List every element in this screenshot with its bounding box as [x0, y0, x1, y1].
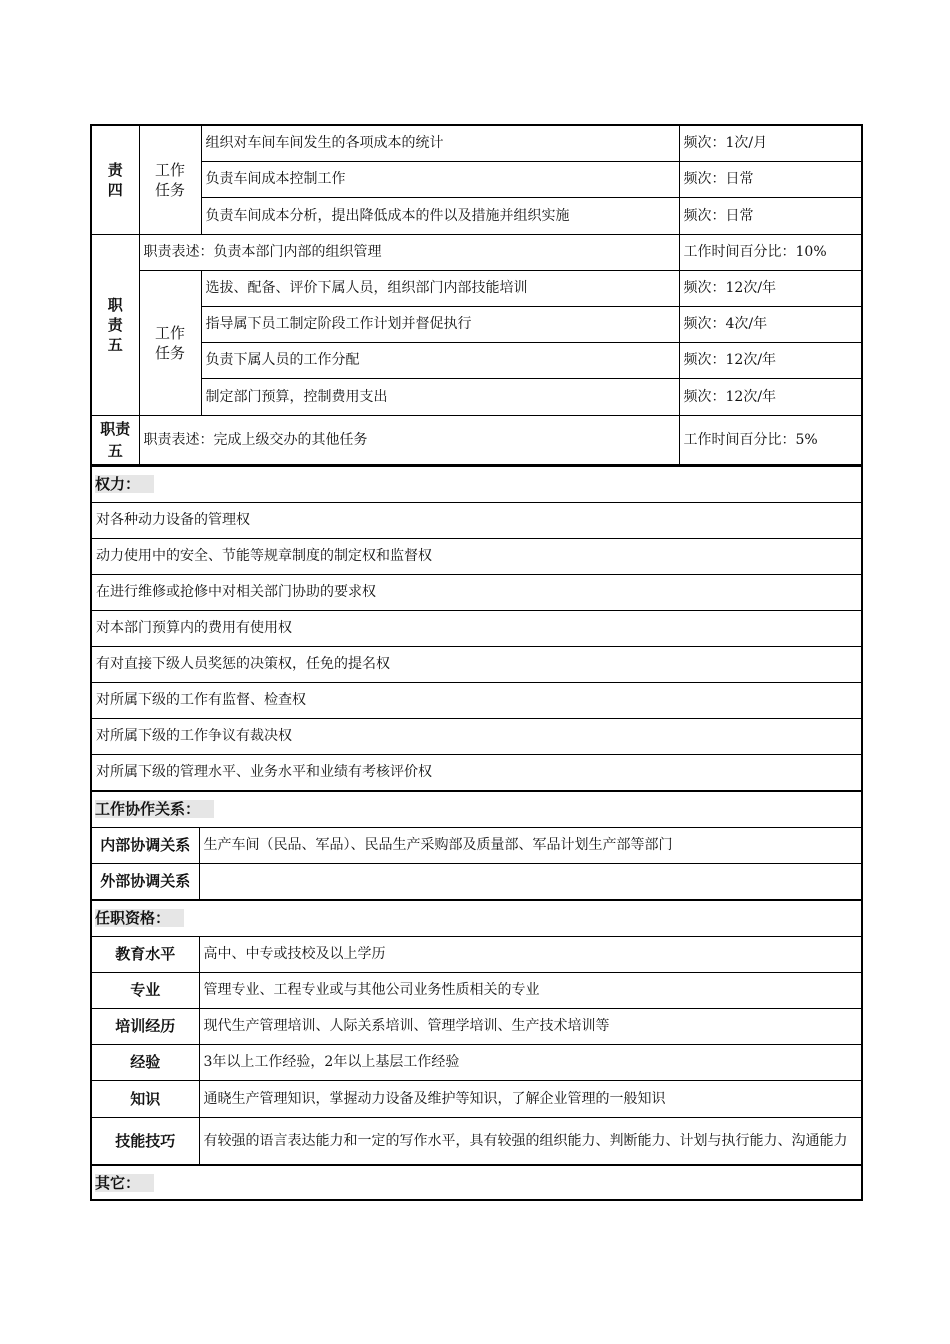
duty4-task-label: 工作 任务	[139, 125, 201, 234]
authority-item: 在进行维修或抢修中对相关部门协助的要求权	[91, 574, 862, 610]
authority-item: 动力使用中的安全、节能等规章制度的制定权和监督权	[91, 538, 862, 574]
duty5a-freq-3: 频次：12次/年	[679, 342, 862, 378]
qual-value: 通晓生产管理知识，掌握动力设备及维护等知识，了解企业管理的一般知识	[199, 1080, 862, 1117]
external-coop-value	[199, 863, 862, 900]
duty5b-pct: 工作时间百分比：5%	[679, 415, 862, 464]
duty5a-task-2: 指导属下员工制定阶段工作计划并督促执行	[201, 306, 679, 342]
duty4-label: 责 四	[91, 125, 139, 234]
cooperation-title-text: 工作协作关系：	[95, 800, 214, 818]
qual-label: 知识	[91, 1080, 199, 1117]
duty5a-desc: 职责表述：负责本部门内部的组织管理	[139, 234, 679, 270]
duty5b-desc: 职责表述：完成上级交办的其他任务	[139, 415, 679, 464]
authority-item: 有对直接下级人员奖惩的决策权，任免的提名权	[91, 646, 862, 682]
duties-table	[90, 124, 863, 465]
qualifications-title	[91, 900, 862, 936]
duty5a-task-label: 工作 任务	[139, 270, 201, 415]
other-title-text: 其它：	[95, 1174, 154, 1192]
authority-item: 对所属下级的管理水平、业务水平和业绩有考核评价权	[91, 754, 862, 791]
external-coop-label: 外部协调关系	[91, 863, 199, 900]
duty4-task-2: 负责车间成本控制工作	[201, 161, 679, 197]
authority-title-text: 权力：	[95, 475, 154, 493]
duty4-freq-2: 频次：日常	[679, 161, 862, 197]
qualifications-title-text: 任职资格：	[95, 909, 184, 927]
qual-value: 现代生产管理培训、人际关系培训、管理学培训、生产技术培训等	[199, 1008, 862, 1044]
duty4-task-1: 组织对车间车间发生的各项成本的统计	[201, 125, 679, 161]
duty5a-task-4: 制定部门预算，控制费用支出	[201, 378, 679, 415]
qual-label: 经验	[91, 1044, 199, 1080]
qual-value: 高中、中专或技校及以上学历	[199, 936, 862, 972]
cooperation-title	[91, 791, 862, 827]
duty5b-label: 职责 五	[91, 415, 139, 464]
duty5a-task-1: 选拔、配备、评价下属人员，组织部门内部技能培训	[201, 270, 679, 306]
authority-item: 对各种动力设备的管理权	[91, 502, 862, 538]
duty5a-pct: 工作时间百分比：10%	[679, 234, 862, 270]
duty5a-freq-2: 频次：4次/年	[679, 306, 862, 342]
duty4-task-3: 负责车间成本分析，提出降低成本的件以及措施并组织实施	[201, 197, 679, 234]
duty5a-task-3: 负责下属人员的工作分配	[201, 342, 679, 378]
qual-value: 管理专业、工程专业或与其他公司业务性质相关的专业	[199, 972, 862, 1008]
qual-label: 教育水平	[91, 936, 199, 972]
qual-label: 专业	[91, 972, 199, 1008]
authority-item: 对所属下级的工作争议有裁决权	[91, 718, 862, 754]
internal-coop-value: 生产车间（民品、军品）、民品生产采购部及质量部、军品计划生产部等部门	[199, 827, 862, 863]
duty4-freq-1: 频次：1次/月	[679, 125, 862, 161]
qual-value: 有较强的语言表达能力和一定的写作水平，具有较强的组织能力、判断能力、计划与执行能力、沟通能力	[199, 1117, 862, 1165]
duty5a-freq-4: 频次：12次/年	[679, 378, 862, 415]
other-title	[91, 1165, 862, 1200]
internal-coop-label: 内部协调关系	[91, 827, 199, 863]
duty5a-freq-1: 频次：12次/年	[679, 270, 862, 306]
qual-label: 技能技巧	[91, 1117, 199, 1165]
info-table	[90, 465, 863, 1201]
qual-value: 3年以上工作经验，2年以上基层工作经验	[199, 1044, 862, 1080]
authority-title	[91, 466, 862, 502]
duty4-freq-3: 频次：日常	[679, 197, 862, 234]
authority-item: 对所属下级的工作有监督、检查权	[91, 682, 862, 718]
qual-label: 培训经历	[91, 1008, 199, 1044]
duty5a-label: 职 责 五	[91, 234, 139, 415]
authority-item: 对本部门预算内的费用有使用权	[91, 610, 862, 646]
